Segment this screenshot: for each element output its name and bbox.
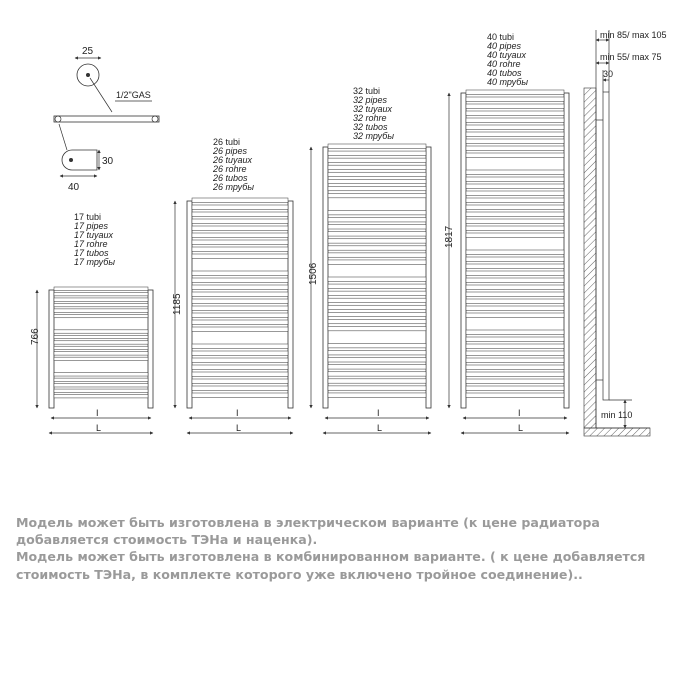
dim-min85-max105: min 85/ max 105 [600,30,667,40]
radiator-tube [192,285,288,289]
i-label: I [377,408,380,418]
radiator-tube [328,225,426,229]
radiator-tube [466,313,564,317]
note-electric: Модель может быть изготовлена в электрическом варианте (к цене радиатора добавляется стоимость ТЭНа и наценка). [16,515,600,548]
radiator-tube [466,271,564,275]
radiator-tube [328,211,426,215]
i-label: I [96,408,99,418]
radiator-tube [328,372,426,376]
radiator-tube [466,111,564,115]
i-label: I [236,408,239,418]
radiator-tube [466,250,564,254]
radiator-tube [192,278,288,282]
radiator-tube [328,386,426,390]
radiator-tube [54,373,148,376]
radiator-rail-left [49,290,54,408]
radiator-tube [192,205,288,209]
svg-text:40 pipes: 40 pipes [487,41,522,51]
radiator-tube [328,351,426,355]
radiator-tube [54,352,148,355]
radiator-tube [328,151,426,155]
svg-text:26 tubi: 26 tubi [213,137,241,147]
radiator-tube [328,193,426,197]
radiator-tube [192,351,288,355]
height-1506: 1506 [308,262,319,285]
radiator-tube [466,184,564,188]
svg-text:40 трубы: 40 трубы [487,77,528,87]
radiator-tube [328,344,426,348]
radiator-tube [466,386,564,390]
radiator-tube [466,191,564,195]
radiator-tube [54,314,148,317]
radiator-rail-right [564,93,569,408]
radiator-tube [328,260,426,264]
l-label: L [518,423,524,433]
radiator-tube [54,298,148,301]
radiator-tube [328,218,426,222]
radiator-tube [54,357,148,360]
radiator-tube [54,309,148,312]
radiator-tube [466,125,564,129]
svg-text:17 rohre: 17 rohre [74,239,108,249]
radiator-tube [328,326,426,330]
radiator-tube [466,292,564,296]
radiator-tube [466,358,564,362]
bracket-profile [62,150,97,170]
floor-hatch [584,428,650,436]
svg-text:17 tubi: 17 tubi [74,212,102,222]
svg-text:17 pipes: 17 pipes [74,221,109,231]
svg-text:26 трубы: 26 трубы [213,182,254,192]
radiator-rail-right [148,290,153,408]
radiator-tube [192,254,288,258]
radiator-tube [466,198,564,202]
radiator-tube [192,240,288,244]
radiator-tube [328,186,426,190]
svg-text:32 tubos: 32 tubos [353,122,388,132]
svg-text:17 трубы: 17 трубы [74,257,115,267]
notes [16,514,696,583]
radiator-tube [192,219,288,223]
svg-text:40 tubi: 40 tubi [487,32,515,42]
dim-min110: min 110 [601,410,633,420]
radiator-tube [466,146,564,150]
wall-side-view [584,30,667,436]
radiator-tube [192,212,288,216]
model-1506-label [353,86,394,141]
radiator-tube [328,239,426,243]
wall-hatch [584,88,596,428]
svg-text:40 rohre: 40 rohre [487,59,521,69]
svg-text:17 tuyaux: 17 tuyaux [74,230,114,240]
dim-40: 40 [68,182,80,193]
radiator-tube [466,153,564,157]
dim-25: 25 [82,46,94,57]
radiator-tube [466,299,564,303]
svg-text:32 tuyaux: 32 tuyaux [353,104,393,114]
radiator-tube [328,298,426,302]
radiator-tube [328,232,426,236]
radiator-tube [192,386,288,390]
svg-text:32 pipes: 32 pipes [353,95,388,105]
radiator-tube [466,219,564,223]
dim-gas: 1/2"GAS [116,90,151,100]
radiator-tube [328,277,426,281]
svg-text:32 tubi: 32 tubi [353,86,381,96]
radiator-tube [192,233,288,237]
radiator-tube [54,303,148,306]
radiator-tube [54,346,148,349]
i-label: I [518,408,521,418]
radiator-tube [328,365,426,369]
radiator-tube [466,104,564,108]
radiator-tube [466,118,564,122]
radiator-tube [466,170,564,174]
radiator-tube [192,365,288,369]
radiator-tube [466,330,564,334]
l-label: L [96,423,102,433]
radiator-rail-left [187,201,192,408]
radiator-tube [192,313,288,317]
radiator-tube [54,395,148,398]
height-1817: 1817 [444,225,455,248]
height-1185: 1185 [172,293,183,315]
radiator-tube [328,291,426,295]
radiator-tube [192,226,288,230]
radiator-tube [54,335,148,338]
radiator-tube [192,372,288,376]
radiator-tube [466,344,564,348]
pipe-side-view [54,116,159,122]
dim-30: 30 [102,156,114,167]
radiator-tube [328,158,426,162]
radiator-tube [54,378,148,381]
radiator-tube [54,292,148,295]
model-1817-label [487,32,528,87]
radiator-rail-left [323,147,328,408]
radiator-tube [466,212,564,216]
radiator-tube [192,292,288,296]
radiator-tube [328,284,426,288]
radiator-rail-left [461,93,466,408]
radiator-tube [466,264,564,268]
radiator-tube [192,198,288,202]
radiator-rail-right [426,147,431,408]
model-1185-label [212,137,254,192]
radiator-tube [328,172,426,176]
radiator-tube [192,299,288,303]
radiator-tube [192,320,288,324]
radiator-tube [328,393,426,397]
radiator-tube [328,358,426,362]
model-766-label [74,212,115,267]
svg-text:17 tubos: 17 tubos [74,248,109,258]
radiator-tube [192,344,288,348]
radiators [37,90,569,433]
dim-30-wall: 30 [603,69,614,79]
radiator-tube [466,379,564,383]
radiator-tube [192,358,288,362]
svg-text:40 tuyaux: 40 tuyaux [487,50,527,60]
radiator-rail-right [288,201,293,408]
radiator-tube [54,384,148,387]
radiator-tube [466,205,564,209]
radiator-tube [192,393,288,397]
radiator-tube [466,285,564,289]
radiator-tube [466,226,564,230]
radiator-tube [466,139,564,143]
svg-text:40 tubos: 40 tubos [487,68,522,78]
radiator-tube [328,246,426,250]
dim-min55-max75: min 55/ max 75 [600,52,662,62]
radiator-tube [466,306,564,310]
svg-text:26 pipes: 26 pipes [213,146,248,156]
radiator-tube [466,278,564,282]
radiator-tube [192,379,288,383]
fitting-detail [54,46,159,193]
radiator-tube [466,90,564,94]
radiator-tube [328,312,426,316]
svg-text:26 tuyaux: 26 tuyaux [213,155,253,165]
radiator-tube [54,287,148,290]
radiator-tube [466,372,564,376]
radiator-tube [466,97,564,101]
radiator-tube [466,337,564,341]
radiator-tube [54,330,148,333]
svg-text:26 tubos: 26 tubos [213,173,248,183]
radiator-tube [328,379,426,383]
radiator-tube [328,253,426,257]
l-label: L [236,423,242,433]
radiator-tube [466,351,564,355]
radiator-tube [466,132,564,136]
radiator-tube [328,165,426,169]
radiator-tube [54,341,148,344]
radiator-tube [54,389,148,392]
radiator-tube [328,319,426,323]
radiator-tube [466,365,564,369]
radiator-tube [328,179,426,183]
radiator-tube [192,306,288,310]
note-combined: Модель может быть изготовлена в комбинированном варианте. ( к цене добавляется стоимость ТЭНа, в комплекте которого уже включено тройное соединение).. [16,549,646,582]
radiator-tube [466,393,564,397]
svg-text:32 rohre: 32 rohre [353,113,387,123]
svg-text:26 rohre: 26 rohre [213,164,247,174]
radiator-tube [466,233,564,237]
radiator-tube [328,305,426,309]
radiator-tube [192,271,288,275]
l-label: L [377,423,383,433]
svg-text:32 трубы: 32 трубы [353,131,394,141]
radiator-tube [192,327,288,331]
height-766: 766 [30,328,41,345]
radiator-tube [466,257,564,261]
width-labels [96,408,523,433]
radiator-tube [328,144,426,148]
radiator-tube [192,247,288,251]
radiator-tube [466,177,564,181]
radiator-side-profile [603,92,609,400]
